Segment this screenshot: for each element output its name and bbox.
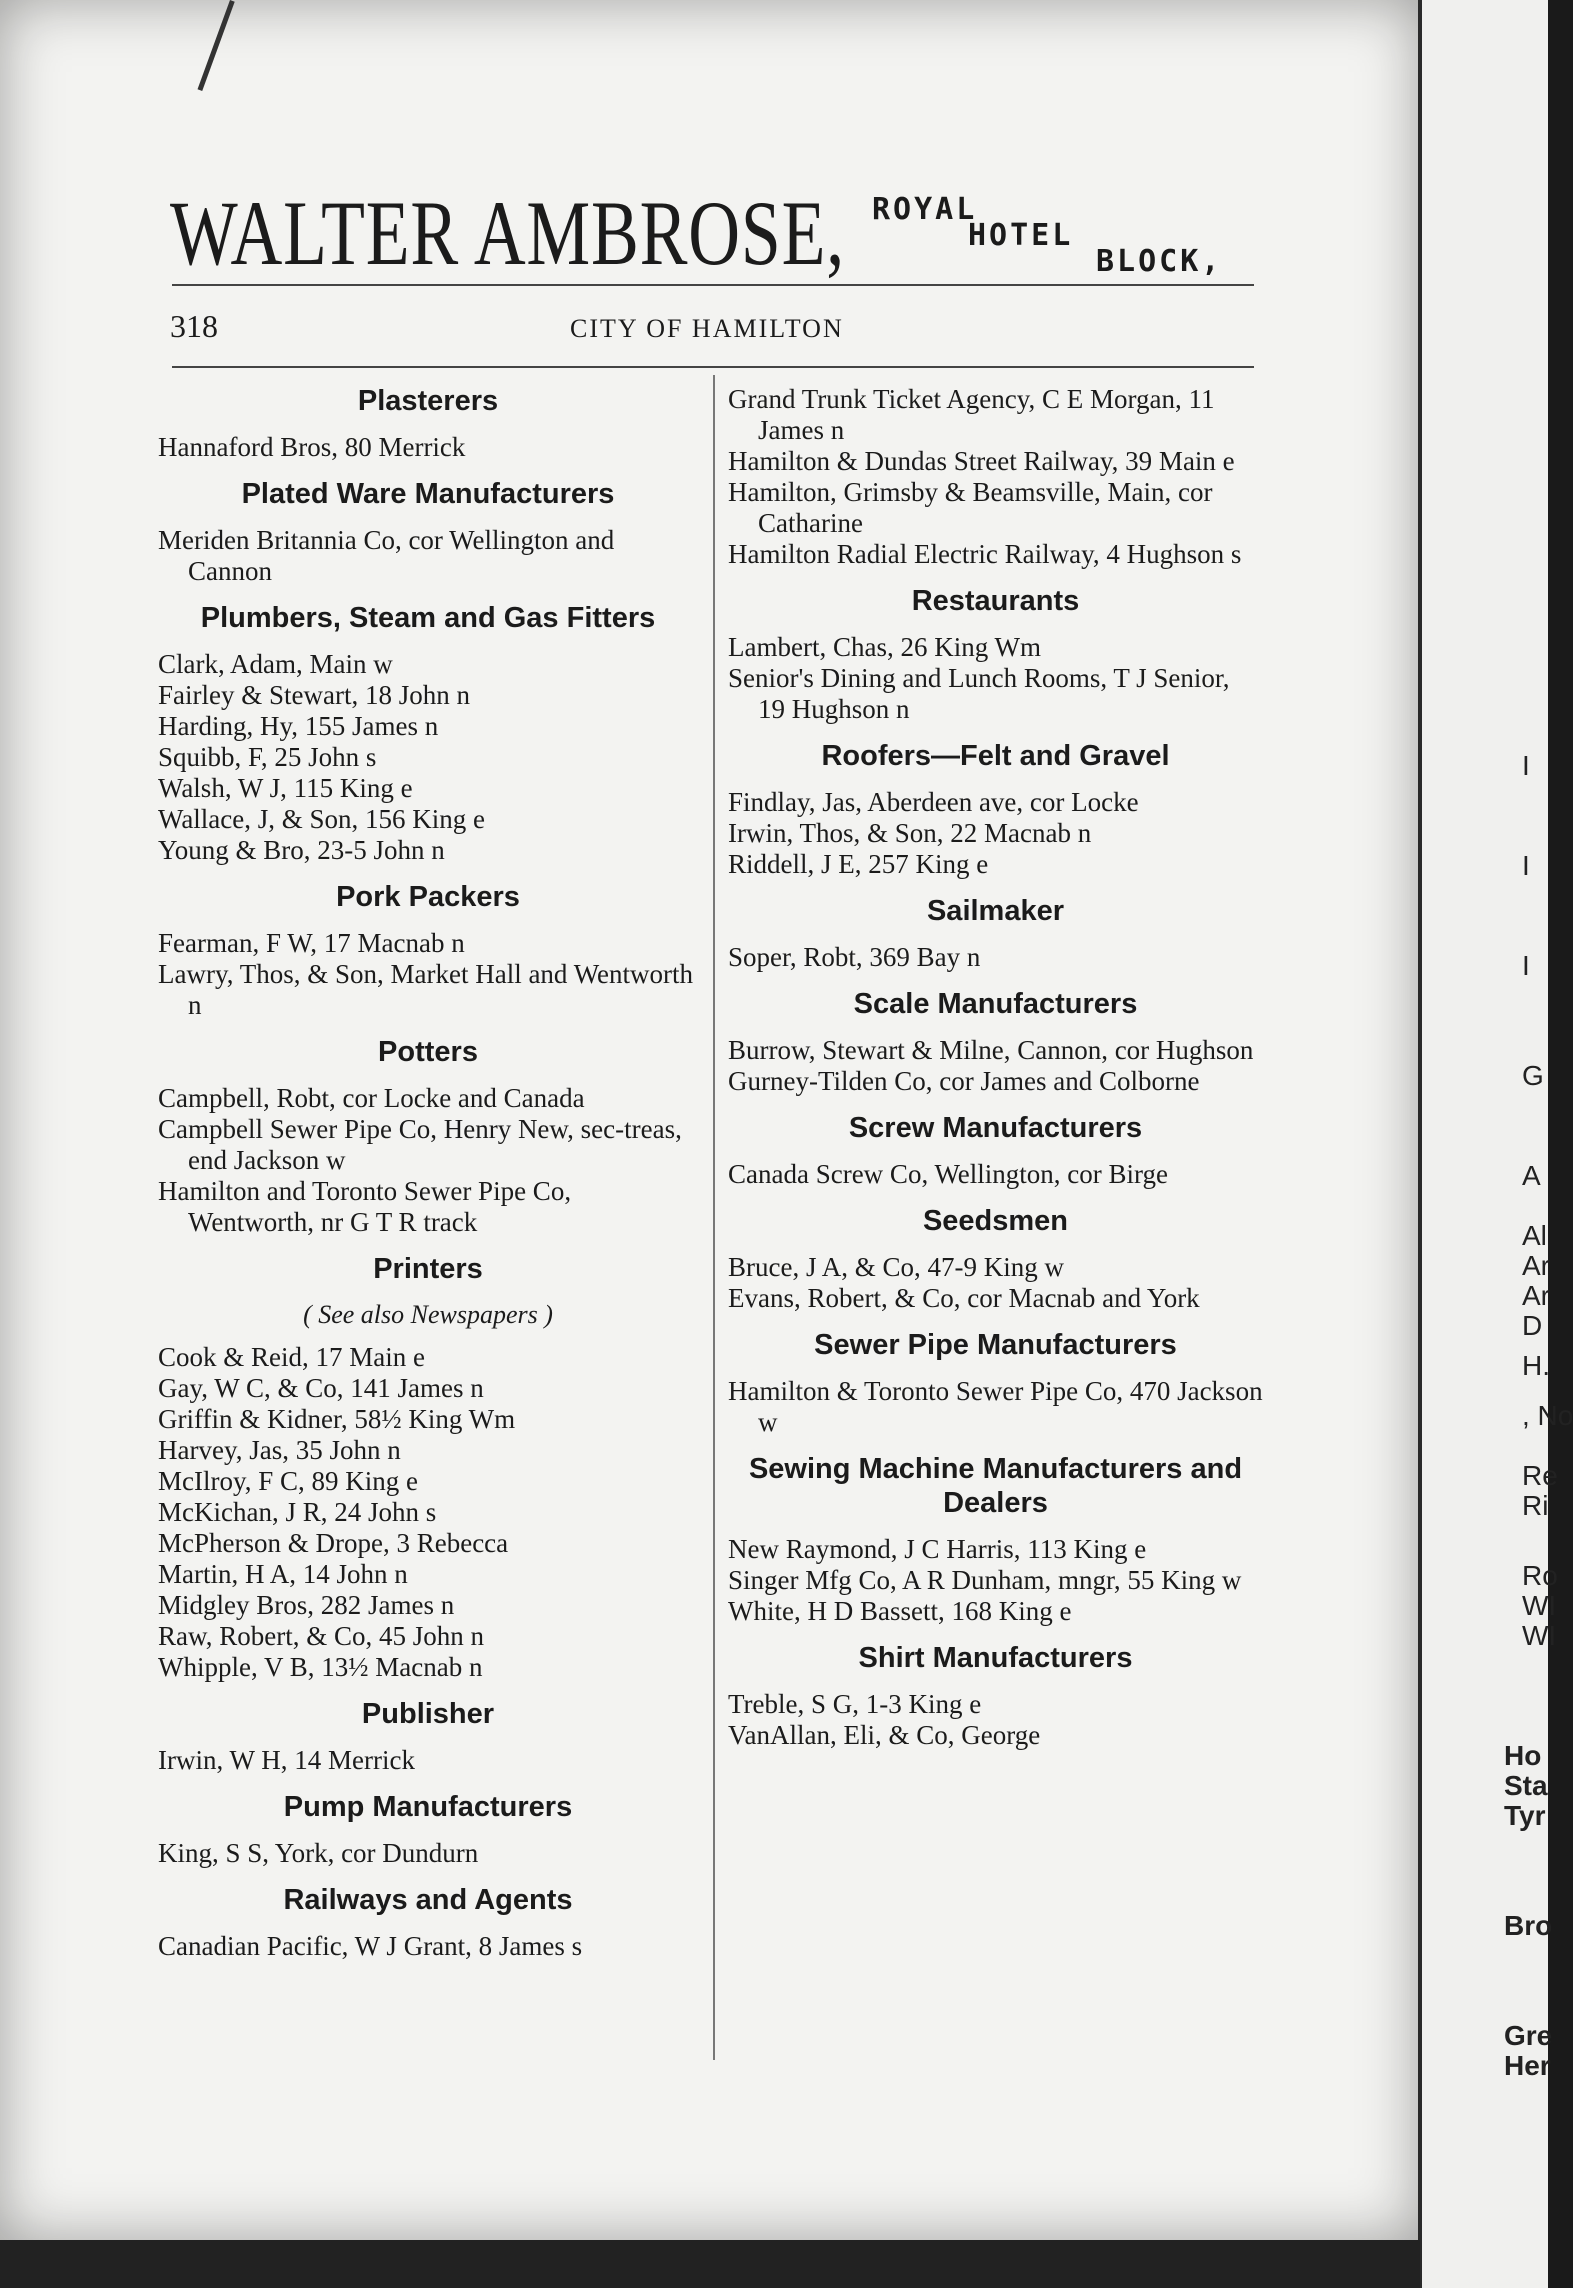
entry-list	[728, 1252, 1263, 1314]
directory-entry: Lawry, Thos, & Son, Market Hall and Wentworth n	[158, 959, 693, 1020]
directory-entry: Hamilton & Dundas Street Railway, 39 Main e	[728, 446, 1235, 476]
directory-entry: New Raymond, J C Harris, 113 King e	[728, 1534, 1147, 1564]
directory-entry: Treble, S G, 1-3 King e	[728, 1689, 982, 1719]
directory-section	[728, 1111, 1263, 1190]
directory-section	[728, 894, 1263, 973]
directory-entry: Hamilton & Toronto Sewer Pipe Co, 470 Jackson w	[728, 1376, 1263, 1437]
running-head: CITY OF HAMILTON	[570, 314, 844, 343]
adjacent-page-fragment: Tyr	[1504, 1800, 1546, 1831]
adjacent-page-fragment: Ro	[1522, 1560, 1558, 1591]
directory-entry: Young & Bro, 23-5 John n	[158, 835, 445, 865]
address-line-2: HOTEL	[968, 218, 1074, 253]
adjacent-page-fragment: Sta	[1504, 1770, 1548, 1801]
entry-list	[728, 632, 1263, 725]
adjacent-page-fragment: I	[1522, 950, 1530, 981]
directory-entry: Whipple, V B, 13½ Macnab n	[158, 1652, 483, 1682]
entry-list	[728, 1376, 1263, 1438]
entry-list	[728, 384, 1263, 570]
directory-section	[728, 584, 1263, 725]
directory-section	[728, 1328, 1263, 1438]
directory-entry: Riddell, J E, 257 King e	[728, 849, 989, 879]
section-heading: Seedsmen	[922, 1205, 1069, 1237]
section-heading: Plasterers	[357, 385, 499, 417]
page-number: 318	[170, 308, 218, 344]
directory-entry: VanAllan, Eli, & Co, George	[728, 1720, 1041, 1750]
entry-list	[158, 1083, 698, 1238]
directory-entry: Canada Screw Co, Wellington, cor Birge	[728, 1159, 1168, 1189]
adjacent-page-fragment: I	[1522, 750, 1530, 781]
entry-list	[728, 942, 1263, 973]
entry-list	[158, 432, 698, 463]
section-heading: Railways and Agents	[283, 1884, 573, 1916]
directory-entry: Hannaford Bros, 80 Merrick	[158, 432, 466, 462]
pen-mark	[198, 0, 235, 91]
section-heading: Shirt Manufacturers	[858, 1642, 1133, 1674]
left-column	[158, 384, 698, 1976]
directory-entry: Findlay, Jas, Aberdeen ave, cor Locke	[728, 787, 1139, 817]
entry-list	[728, 1689, 1263, 1751]
directory-entry: McPherson & Drope, 3 Rebecca	[158, 1528, 509, 1558]
adjacent-page-fragment: A	[1522, 1160, 1541, 1191]
header-rule	[172, 284, 1254, 286]
directory-entry: Bruce, J A, & Co, 47-9 King w	[728, 1252, 1064, 1282]
directory-entry: Griffin & Kidner, 58½ King Wm	[158, 1404, 516, 1434]
adjacent-page-fragment: H.	[1522, 1350, 1550, 1381]
directory-entry: McIlroy, F C, 89 King e	[158, 1466, 418, 1496]
directory-entry: Hamilton Radial Electric Railway, 4 Hughson s	[728, 539, 1242, 569]
section-heading: Plumbers, Steam and Gas Fitters	[200, 602, 656, 634]
directory-section	[728, 1641, 1263, 1751]
directory-entry: Harding, Hy, 155 James n	[158, 711, 439, 741]
directory-entry: Raw, Robert, & Co, 45 John n	[158, 1621, 484, 1651]
directory-section	[158, 1790, 698, 1869]
directory-entry: Clark, Adam, Main w	[158, 649, 393, 679]
directory-entry: Meriden Britannia Co, cor Wellington and Cannon	[158, 525, 615, 586]
entry-list	[728, 1159, 1263, 1190]
directory-section	[158, 601, 698, 866]
adjacent-page-fragment: Gre	[1504, 2020, 1553, 2051]
directory-entry: Grand Trunk Ticket Agency, C E Morgan, 11 James n	[728, 384, 1215, 445]
address-line-1: ROYAL	[872, 192, 978, 227]
adjacent-page-fragment: D	[1522, 1310, 1543, 1341]
directory-entry: Canadian Pacific, W J Grant, 8 James s	[158, 1931, 583, 1961]
directory-section	[728, 987, 1263, 1097]
directory-entry: Campbell Sewer Pipe Co, Henry New, sec-treas, end Jackson w	[158, 1114, 682, 1175]
directory-section	[728, 739, 1263, 880]
directory-entry: Harvey, Jas, 35 John n	[158, 1435, 401, 1465]
directory-entry: Burrow, Stewart & Milne, Cannon, cor Hughson	[728, 1035, 1254, 1065]
section-heading: Sailmaker	[926, 895, 1065, 927]
section-heading: Roofers—Felt and Gravel	[821, 740, 1170, 772]
section-heading: Restaurants	[911, 585, 1080, 617]
entry-list	[158, 1745, 698, 1776]
directory-entry: Singer Mfg Co, A R Dunham, mngr, 55 King w	[728, 1565, 1242, 1595]
directory-section	[158, 880, 698, 1021]
section-heading: Plated Ware Manufacturers	[241, 478, 615, 510]
entry-list	[728, 1534, 1263, 1627]
directory-section	[728, 1204, 1263, 1314]
adjacent-page-fragment: Her	[1504, 2050, 1551, 2081]
section-note: ( See also Newspapers )	[303, 1300, 553, 1329]
directory-entry: Fearman, F W, 17 Macnab n	[158, 928, 465, 958]
entry-list	[158, 1342, 698, 1683]
entry-list	[158, 928, 698, 1021]
section-heading: Potters	[378, 1036, 478, 1068]
advertiser-name: WALTER AMBROSE,	[170, 182, 845, 284]
entry-list	[158, 525, 698, 587]
directory-section	[158, 477, 698, 587]
adjacent-page-fragment: Ar	[1522, 1280, 1550, 1311]
directory-entry: Squibb, F, 25 John s	[158, 742, 377, 772]
directory-entry: Evans, Robert, & Co, cor Macnab and York	[728, 1283, 1200, 1313]
directory-entry: Martin, H A, 14 John n	[158, 1559, 408, 1589]
adjacent-page-fragment: Re	[1522, 1460, 1558, 1491]
section-heading: Screw Manufacturers	[848, 1112, 1143, 1144]
directory-entry: Lambert, Chas, 26 King Wm	[728, 632, 1041, 662]
section-heading: Scale Manufacturers	[853, 988, 1138, 1020]
directory-entry: Gurney-Tilden Co, cor James and Colborne	[728, 1066, 1200, 1096]
directory-entry: Irwin, W H, 14 Merrick	[158, 1745, 415, 1775]
entry-list	[158, 1931, 698, 1962]
section-heading: Pump Manufacturers	[283, 1791, 573, 1823]
directory-entry: Midgley Bros, 282 James n	[158, 1590, 455, 1620]
right-column	[728, 384, 1263, 1765]
adjacent-page-fragment: Bro	[1504, 1910, 1553, 1941]
directory-entry: Fairley & Stewart, 18 John n	[158, 680, 470, 710]
adjacent-page-fragment: G	[1522, 1060, 1544, 1091]
address-line-3: BLOCK,	[1096, 244, 1223, 279]
directory-entry: Cook & Reid, 17 Main e	[158, 1342, 425, 1372]
adjacent-page-fragment: Al	[1522, 1220, 1547, 1251]
directory-section	[728, 384, 1263, 570]
directory-section	[158, 1883, 698, 1962]
section-heading: Printers	[373, 1253, 483, 1285]
directory-entry: Irwin, Thos, & Son, 22 Macnab n	[728, 818, 1092, 848]
entry-list	[728, 787, 1263, 880]
adjacent-page-fragment: WI	[1522, 1620, 1557, 1651]
adjacent-page-fragment: Ar	[1522, 1250, 1550, 1281]
directory-section	[728, 1452, 1263, 1627]
adjacent-page-strip	[1418, 0, 1573, 2288]
directory-entry: Hamilton, Grimsby & Beamsville, Main, cor Catharine	[728, 477, 1213, 538]
directory-entry: Soper, Robt, 369 Bay n	[728, 942, 981, 972]
adjacent-page-fragment: , No	[1522, 1400, 1573, 1431]
column-divider	[713, 375, 715, 2060]
adjacent-page-fragment: WI	[1522, 1590, 1557, 1621]
directory-section	[158, 1697, 698, 1776]
directory-entry: Walsh, W J, 115 King e	[158, 773, 413, 803]
adjacent-page-fragment: Ho	[1504, 1740, 1542, 1771]
section-heading: Pork Packers	[336, 881, 520, 913]
directory-entry: White, H D Bassett, 168 King e	[728, 1596, 1072, 1626]
section-heading: Sewer Pipe Manufacturers	[814, 1329, 1177, 1361]
directory-entry: Hamilton and Toronto Sewer Pipe Co, Wentworth, nr G T R track	[158, 1176, 572, 1237]
adjacent-page-fragment: Ri	[1522, 1490, 1549, 1521]
adjacent-page-fragment: I	[1522, 850, 1530, 881]
directory-section	[158, 384, 698, 463]
entry-list	[158, 649, 698, 866]
section-heading: Publisher	[361, 1698, 495, 1730]
section-heading: Sewing Machine Manufacturers and Dealers	[748, 1453, 1243, 1519]
directory-entry: King, S S, York, cor Dundurn	[158, 1838, 479, 1868]
directory-section	[158, 1252, 698, 1683]
directory-entry: Gay, W C, & Co, 141 James n	[158, 1373, 484, 1403]
entry-list	[728, 1035, 1263, 1097]
scan-border	[0, 2240, 1420, 2288]
entry-list	[158, 1838, 698, 1869]
running-head-rule	[172, 366, 1254, 368]
directory-entry: McKichan, J R, 24 John s	[158, 1497, 437, 1527]
directory-entry: Senior's Dining and Lunch Rooms, T J Senior, 19 Hughson n	[728, 663, 1230, 724]
directory-entry: Wallace, J, & Son, 156 King e	[158, 804, 486, 834]
directory-entry: Campbell, Robt, cor Locke and Canada	[158, 1083, 585, 1113]
directory-section	[158, 1035, 698, 1238]
